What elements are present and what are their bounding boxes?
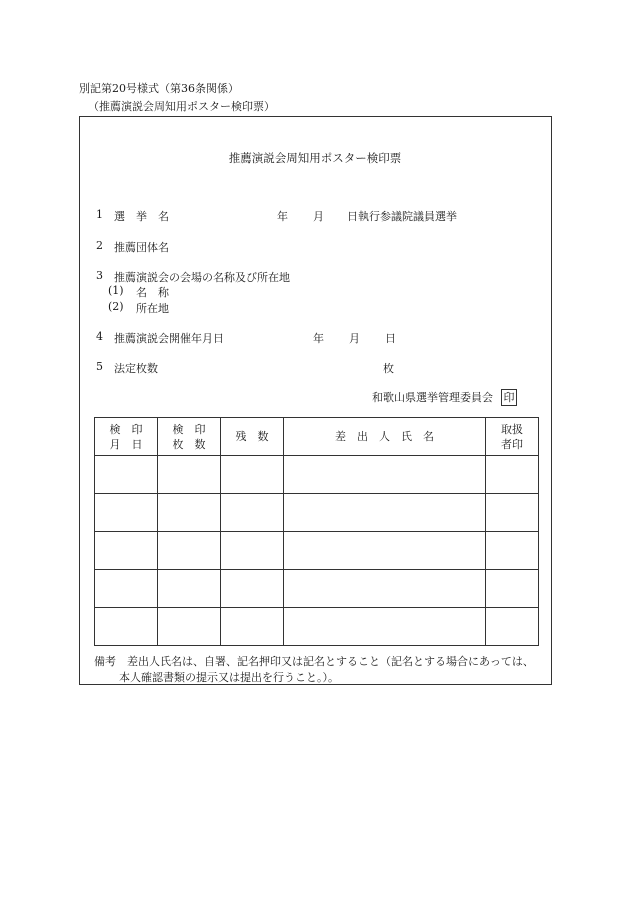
table-cell [221,456,284,494]
item-1-month: 月 [313,210,324,223]
table-cell [486,608,539,646]
item-3-sub2-number: (2) [108,300,124,313]
item-4-month: 月 [349,332,360,345]
item-1-suffix: 日執行参議院議員選挙 [347,210,457,223]
header-remaining: 残 数 [221,418,284,456]
table-row [95,532,539,570]
item-5-label: 法定枚数 [114,362,158,375]
header-stamp-date: 検 印 月 日 [95,418,158,456]
remarks-line-2: 本人確認書類の提示又は提出を行うこと。）。 [119,671,339,684]
document-title: 推薦演説会周知用ポスター検印票 [228,151,402,165]
table-cell [158,608,221,646]
table-cell [158,532,221,570]
form-subtitle: （推薦演説会周知用ポスター検印票） [88,100,275,113]
table-cell [221,532,284,570]
inspection-ledger-table [94,417,539,646]
remarks [94,654,534,686]
table-cell [158,494,221,532]
item-2-label: 推薦団体名 [114,241,169,254]
table-cell [284,456,486,494]
item-3-sub1-number: (1) [108,284,124,297]
table-cell [95,608,158,646]
issuer-name: 和歌山県選挙管理委員会 [372,391,493,404]
table-row [95,494,539,532]
remarks-line-1: 備考 差出人氏名は、自署、記名押印又は記名とすること（記名とする場合にあっては、 [94,655,534,668]
item-1-number: 1 [96,208,103,221]
table-cell [284,608,486,646]
item-3-sub1-label: 名 称 [136,286,169,299]
table-cell [221,494,284,532]
item-2-number: 2 [96,239,103,252]
table-cell [95,570,158,608]
table-cell [486,456,539,494]
header-handler-seal: 取扱 者印 [486,418,539,456]
table-header-row [95,418,539,456]
item-5-unit: 枚 [383,362,394,375]
table-cell [486,532,539,570]
table-cell [95,456,158,494]
seal-box: 印 [501,389,517,406]
table-cell [158,570,221,608]
header-sender-name: 差 出 人 氏 名 [284,418,486,456]
remarks-label: 備考 [94,655,116,668]
form-number: 別記第20号様式（第36条関係） [79,82,239,95]
table-cell [486,494,539,532]
table-row [95,608,539,646]
table-cell [95,532,158,570]
item-4-day: 日 [385,332,396,345]
item-3-sub2-label: 所在地 [136,302,169,315]
item-1-year: 年 [277,210,288,223]
table-row [95,570,539,608]
item-3-number: 3 [96,269,103,282]
item-4-number: 4 [96,330,103,343]
item-1-label: 選 挙 名 [114,210,169,223]
table-cell [221,608,284,646]
item-4-year: 年 [313,332,324,345]
table-cell [486,570,539,608]
table-cell [284,532,486,570]
table-cell [158,456,221,494]
table-cell [95,494,158,532]
item-3-label: 推薦演説会の会場の名称及び所在地 [114,271,290,284]
table-cell [284,570,486,608]
table-row [95,456,539,494]
table-cell [284,494,486,532]
item-4-label: 推薦演説会開催年月日 [114,332,224,345]
table-cell [221,570,284,608]
header-stamp-count: 検 印 枚 数 [158,418,221,456]
issuer-line [372,389,517,406]
item-5-number: 5 [96,360,103,373]
